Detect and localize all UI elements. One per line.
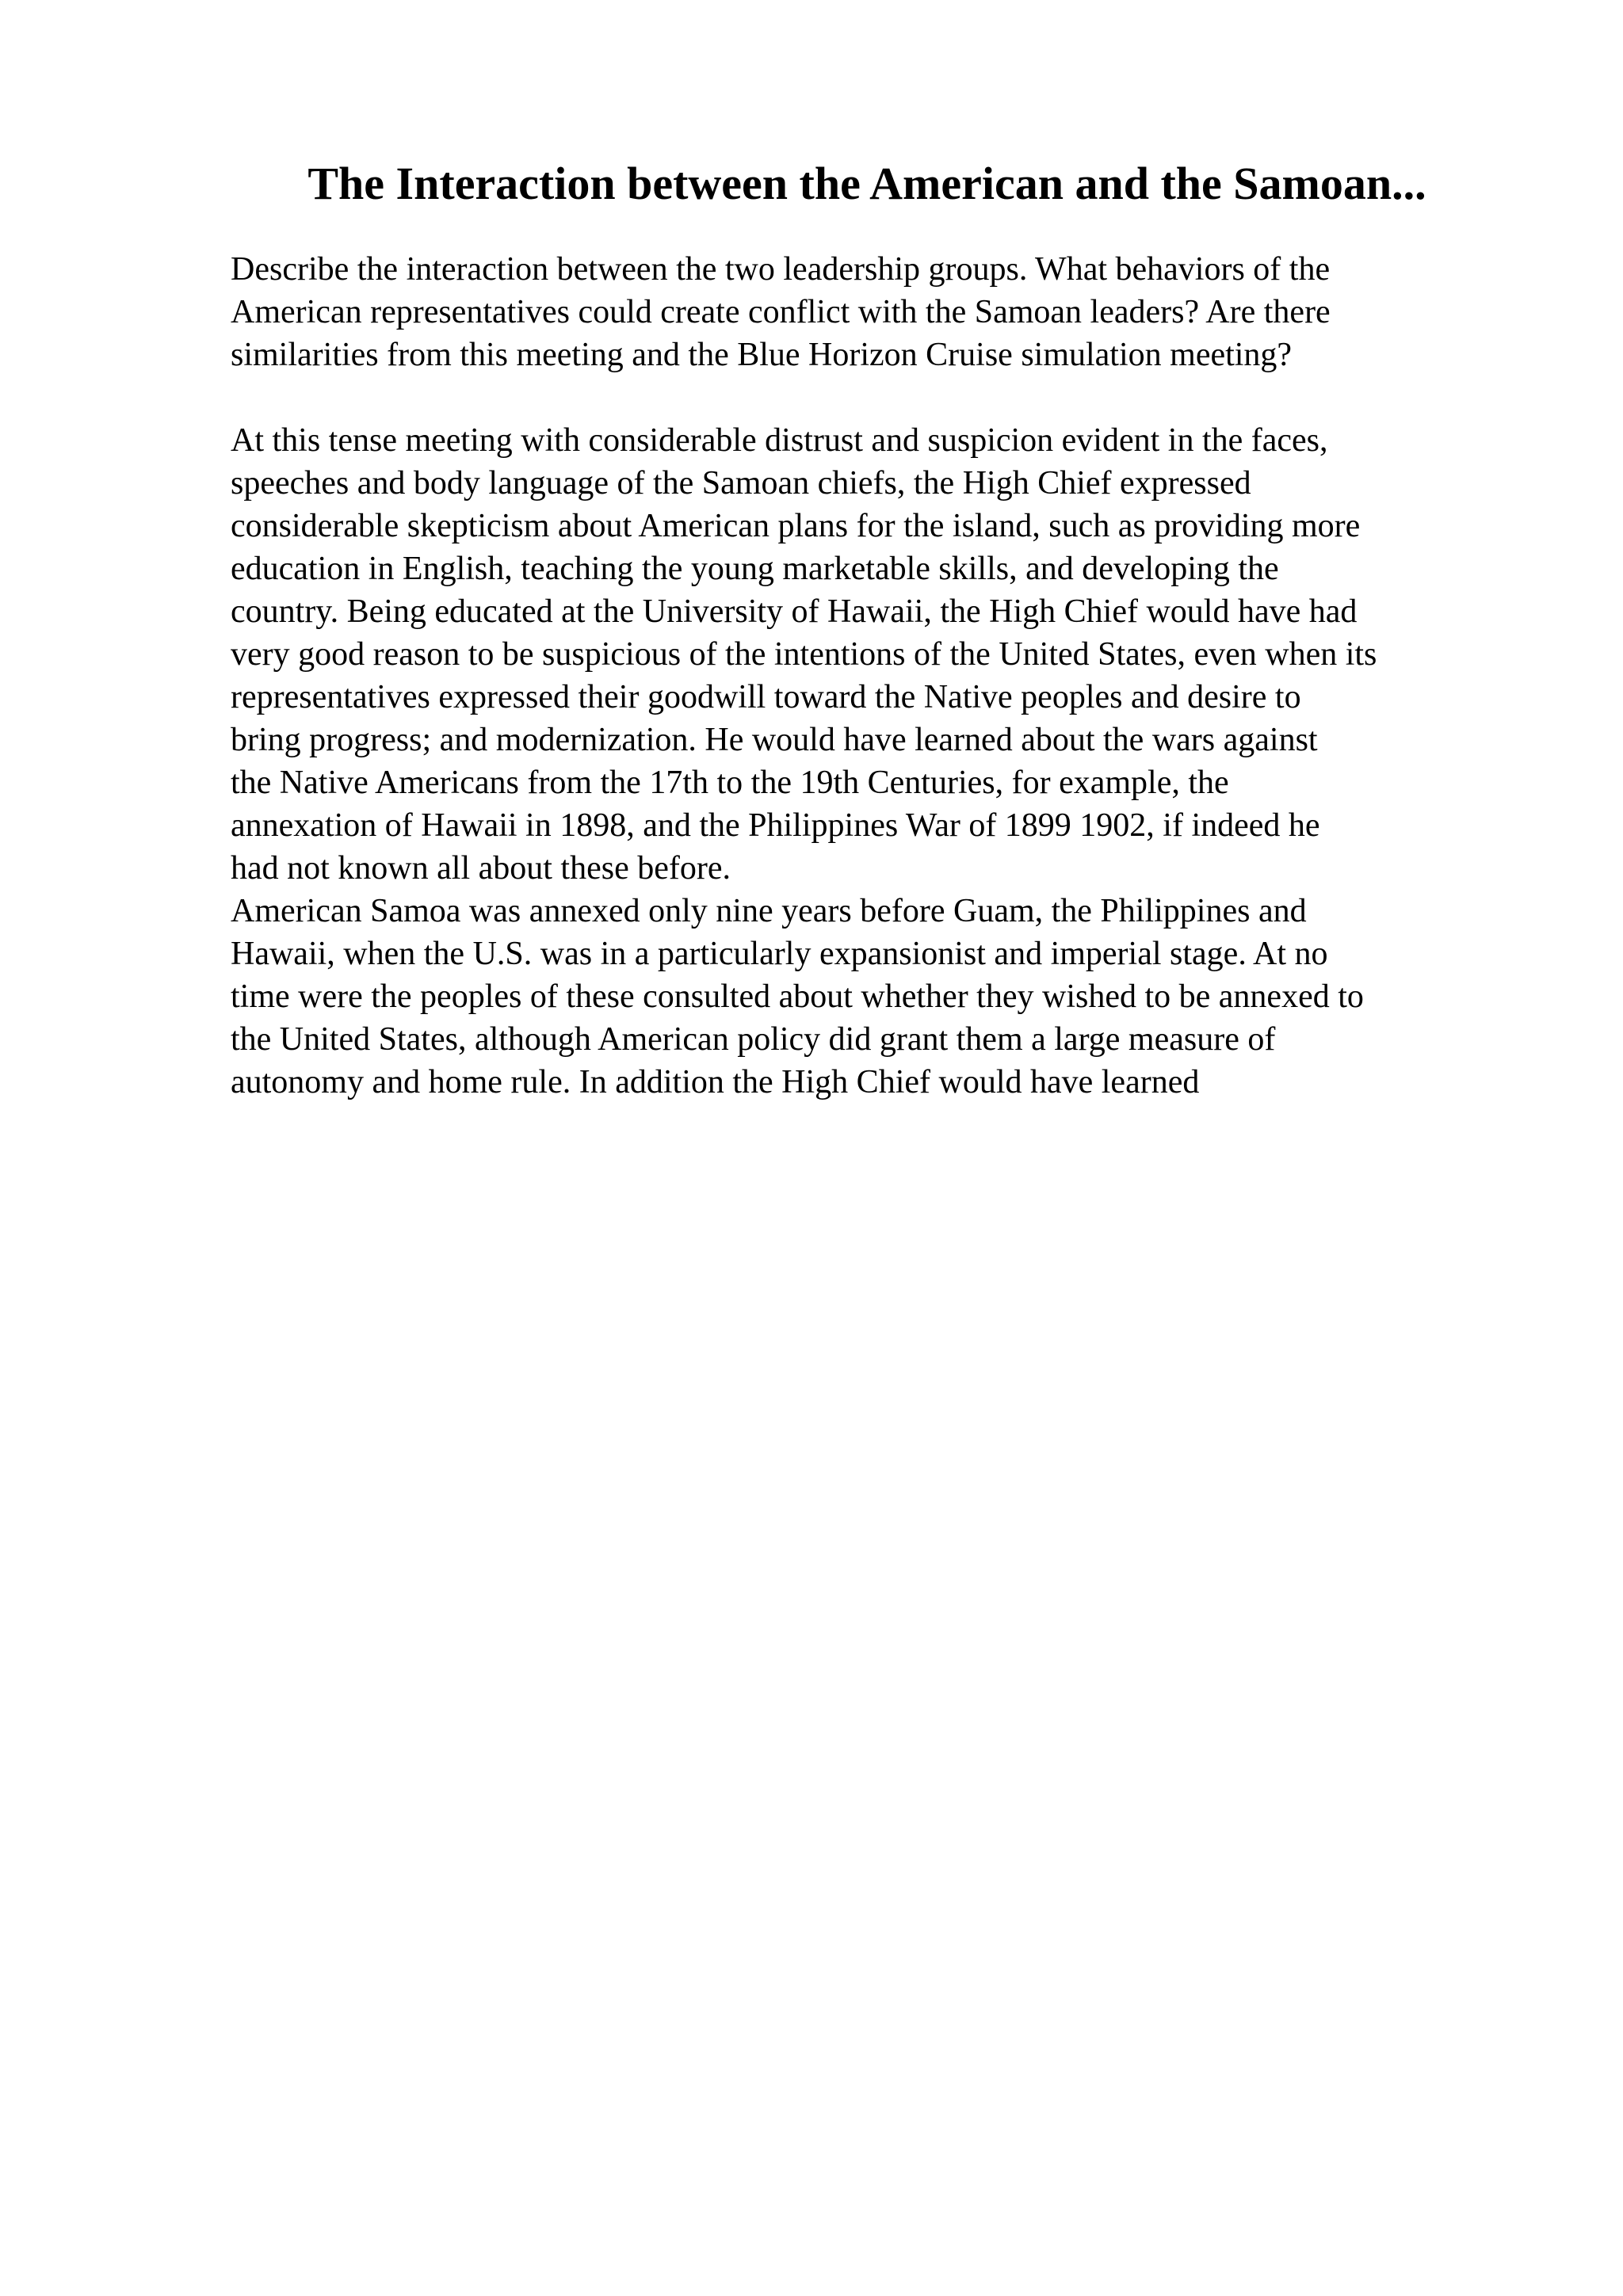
answer-line: education in English, teaching the young marketable skills, and developing the xyxy=(231,551,1279,587)
answer-line: country. Being educated at the University of Hawaii, the High Chief would have had xyxy=(231,593,1358,630)
answer-line: autonomy and home rule. In addition the High Chief would have learned xyxy=(231,1064,1200,1100)
answer-line: Hawaii, when the U.S. was in a particularly expansionist and imperial stage. At no xyxy=(231,936,1328,972)
answer-line: the United States, although American policy did grant them a large measure of xyxy=(231,1021,1276,1058)
answer-line: annexation of Hawaii in 1898, and the Philippines War of 1899 1902, if indeed he xyxy=(231,807,1320,844)
answer-line: American Samoa was annexed only nine years before Guam, the Philippines and xyxy=(231,893,1307,929)
answer-line: bring progress; and modernization. He would have learned about the wars against xyxy=(231,722,1318,758)
answer-line: At this tense meeting with considerable distrust and suspicion evident in the faces, xyxy=(231,422,1328,459)
answer-line: representatives expressed their goodwill toward the Native peoples and desire to xyxy=(231,679,1301,715)
question-paragraph xyxy=(231,248,1514,376)
answer-paragraph xyxy=(231,419,1514,1104)
answer-line: had not known all about these before. xyxy=(231,850,731,887)
question-line: Describe the interaction between the two leadership groups. What behaviors of the xyxy=(231,251,1331,288)
answer-line: very good reason to be suspicious of the intentions of the United States, even when its xyxy=(231,636,1377,673)
question-line: similarities from this meeting and the Blue Horizon Cruise simulation meeting? xyxy=(231,337,1293,373)
answer-line: the Native Americans from the 17th to the 19th Centuries, for example, the xyxy=(231,765,1229,801)
answer-line: considerable skepticism about American plans for the island, such as providing more xyxy=(231,508,1361,544)
answer-line: time were the peoples of these consulted about whether they wished to be annexed to xyxy=(231,978,1364,1015)
answer-line: speeches and body language of the Samoan chiefs, the High Chief expressed xyxy=(231,465,1251,502)
document-title: The Interaction between the American and the Samoan... xyxy=(307,158,1426,209)
question-line: American representatives could create conflict with the Samoan leaders? Are there xyxy=(231,294,1331,330)
